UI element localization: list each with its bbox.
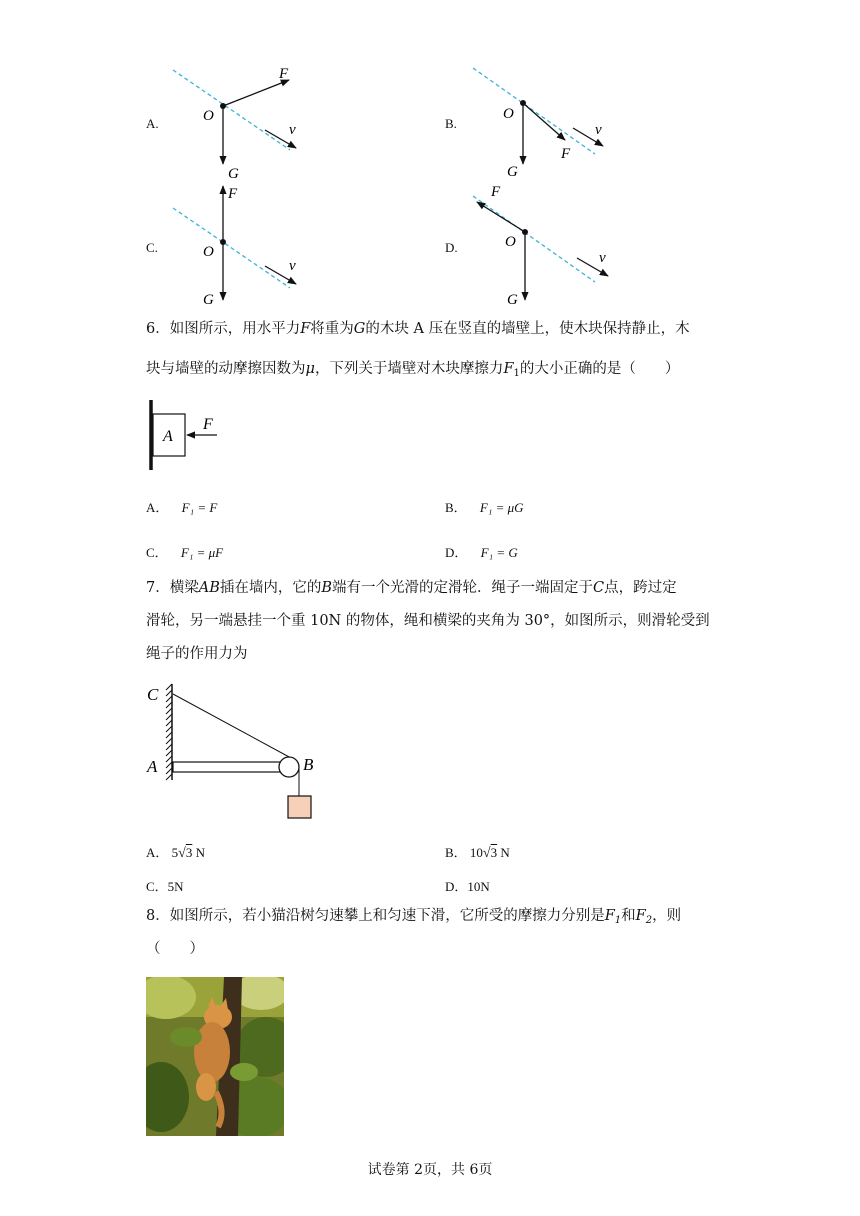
q6-line1-pre: 6．如图所示，用水平力 bbox=[146, 321, 301, 337]
q7-var-b: B bbox=[321, 580, 333, 596]
q7-option-b[interactable]: B． 10√3 N bbox=[445, 845, 510, 861]
q5-option-b-diagram bbox=[465, 58, 625, 183]
q7-option-c-label: C． bbox=[146, 879, 168, 894]
force-f-arrow bbox=[477, 202, 525, 232]
rope-cb bbox=[173, 694, 291, 758]
label-o: O bbox=[203, 244, 214, 260]
q7-line1-mid2: 端有一个光滑的定滑轮．绳子一端固定于 bbox=[332, 580, 594, 596]
q7-pulley-diagram bbox=[145, 680, 325, 822]
q7-text-line3: 绳子的作用力为 bbox=[146, 646, 248, 662]
q7-option-d[interactable] bbox=[445, 876, 490, 895]
label-v: v bbox=[599, 250, 606, 266]
q7-option-d-text: 10N bbox=[467, 879, 490, 894]
label-b: B bbox=[303, 755, 314, 774]
label-g: G bbox=[507, 164, 518, 180]
q7-option-c[interactable] bbox=[146, 876, 184, 895]
q7-line1-pre: 7．横梁 bbox=[146, 580, 199, 596]
force-f-arrow bbox=[223, 80, 289, 106]
label-g: G bbox=[507, 292, 518, 308]
q6-line2-post: 的大小正确的是（ ） bbox=[519, 361, 680, 377]
q7-text-line1 bbox=[146, 581, 677, 596]
incline-line bbox=[473, 68, 595, 154]
beam-ab bbox=[173, 762, 291, 772]
q6-line1-mid: 将重为 bbox=[310, 321, 354, 337]
q7-option-a-coef: 5 bbox=[171, 845, 179, 860]
q6-option-b-expr: F₁ = μG bbox=[479, 500, 524, 515]
q6-wall-block-diagram bbox=[145, 398, 235, 474]
label-a: A bbox=[147, 757, 158, 776]
q5-option-d-label: D. bbox=[445, 240, 458, 255]
q6-option-d[interactable] bbox=[445, 542, 518, 561]
q7-option-a-label: A． bbox=[146, 845, 169, 860]
q7-line1-mid: 插在墙内，它的 bbox=[219, 580, 322, 596]
q7-option-b-unit: N bbox=[500, 845, 510, 860]
q7-line1-post: 点，跨过定 bbox=[604, 580, 677, 596]
q8-var-f2: F bbox=[635, 908, 646, 924]
q6-text-line2 bbox=[146, 362, 679, 379]
q7-option-c-text: 5N bbox=[167, 879, 184, 894]
page-footer: 试卷第 2页，共 6页 bbox=[367, 1162, 493, 1178]
q8-cat-photo bbox=[146, 977, 284, 1136]
q6-line2-pre: 块与墙壁的动摩擦因数为 bbox=[146, 361, 306, 377]
q6-var-mu: μ bbox=[305, 361, 315, 377]
q7-option-b-coef: 10 bbox=[469, 845, 483, 860]
label-v: v bbox=[289, 258, 296, 274]
q7-option-a-unit: N bbox=[195, 845, 205, 860]
q6-option-c-expr: F₁ = μF bbox=[180, 545, 224, 560]
q7-var-ab: AB bbox=[198, 580, 220, 596]
force-f-arrow bbox=[523, 103, 565, 140]
q6-var-f1: F bbox=[503, 361, 514, 377]
label-f: F bbox=[491, 184, 501, 200]
label-v: v bbox=[289, 122, 296, 138]
q7-text-line2: 滑轮，另一端悬挂一个重 10N 的物体，绳和横梁的夹角为 30°，如图所示，则滑轮受到 bbox=[146, 613, 710, 629]
q7-option-b-root: 3 bbox=[490, 845, 498, 860]
label-o: O bbox=[505, 234, 516, 250]
label-g: G bbox=[228, 166, 239, 182]
q7-option-b-label: B． bbox=[445, 845, 467, 860]
q8-text-line2: （ ） bbox=[146, 941, 204, 957]
q6-option-c[interactable] bbox=[146, 542, 223, 561]
q5-option-c-label: C. bbox=[146, 240, 158, 255]
q7-option-a-root: 3 bbox=[185, 845, 193, 860]
q7-var-c: C bbox=[593, 580, 605, 596]
q8-line1-pre: 8．如图所示，若小猫沿树匀速攀上和匀速下滑，它所受的摩擦力分别是 bbox=[146, 908, 605, 924]
q6-option-b-label: B． bbox=[445, 500, 467, 515]
q6-var-f: F bbox=[300, 321, 311, 337]
incline-line bbox=[173, 70, 290, 150]
q6-line1-post: 的木块 A 压在竖直的墙壁上，使木块保持静止，木 bbox=[365, 321, 690, 337]
wall-hatching bbox=[166, 684, 172, 780]
q6-option-d-label: D． bbox=[445, 545, 468, 560]
label-f: F bbox=[279, 66, 289, 82]
q6-option-a-label: A． bbox=[146, 500, 169, 515]
q8-var-f2-sub: 2 bbox=[645, 915, 653, 926]
label-f: F bbox=[203, 416, 213, 433]
q6-var-f1-sub: 1 bbox=[513, 368, 520, 379]
label-f: F bbox=[561, 146, 571, 162]
label-o: O bbox=[503, 106, 514, 122]
q7-option-d-label: D． bbox=[445, 879, 468, 894]
weight bbox=[288, 796, 311, 818]
q6-option-a[interactable] bbox=[146, 497, 217, 516]
q8-var-f1: F bbox=[604, 908, 615, 924]
incline-line bbox=[173, 208, 290, 288]
q5-option-d-diagram bbox=[465, 180, 625, 310]
q8-text-line1 bbox=[146, 909, 681, 926]
q6-var-g: G bbox=[353, 321, 366, 337]
block-label-a: A bbox=[163, 428, 173, 445]
q5-option-a-label: A. bbox=[146, 116, 159, 131]
q7-option-a[interactable]: A． 5√3 N bbox=[146, 845, 205, 861]
q8-and: 和 bbox=[621, 908, 636, 924]
q8-var-f1-sub: 1 bbox=[614, 915, 622, 926]
q5-option-a-diagram bbox=[165, 58, 325, 183]
q6-option-d-expr: F₁ = G bbox=[480, 545, 518, 560]
incline-line bbox=[473, 196, 595, 282]
label-v: v bbox=[595, 122, 602, 138]
label-g: G bbox=[203, 292, 214, 308]
q5-option-b-label: B. bbox=[445, 116, 457, 131]
q8-line1-post: ，则 bbox=[652, 908, 682, 924]
label-f: F bbox=[228, 186, 238, 202]
q6-option-b[interactable] bbox=[445, 497, 524, 516]
q6-line2-mid: ，下列关于墙壁对木块摩擦力 bbox=[314, 361, 504, 377]
label-c: C bbox=[147, 685, 159, 704]
q6-option-a-expr: F₁ = F bbox=[181, 500, 218, 515]
label-o: O bbox=[203, 108, 214, 124]
q6-text-line1 bbox=[146, 322, 690, 337]
pulley bbox=[279, 757, 299, 777]
q5-option-c-diagram bbox=[165, 180, 325, 310]
q6-option-c-label: C． bbox=[146, 545, 168, 560]
